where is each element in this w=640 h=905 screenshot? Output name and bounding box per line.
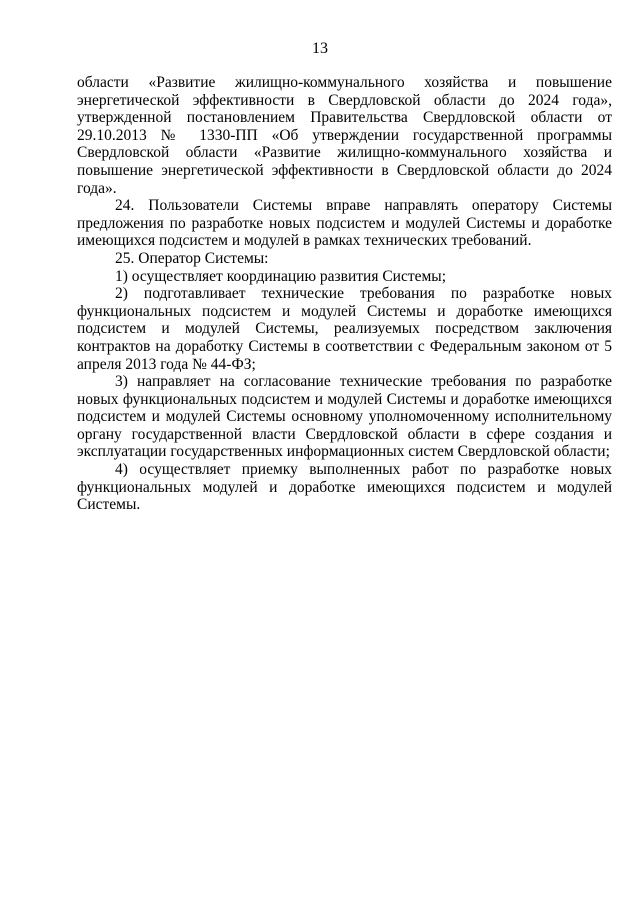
paragraph-subitem-4: 4) осуществляет приемку выполненных работ по разработке новых функциональных модулей и доработке имеющихся подсистем и модулей Системы. xyxy=(77,461,612,514)
page-number: 13 xyxy=(312,40,328,57)
document-body xyxy=(77,74,612,514)
paragraph-subitem-1: 1) осуществляет координацию развития Системы; xyxy=(115,267,447,285)
paragraph-item-24: 24. Пользователи Системы вправе направлять оператору Системы предложения по разработке новых подсистем и модулей Системы и доработке имеющихся подсистем и модулей в рамках технических требований. xyxy=(77,197,612,250)
paragraph-item-25: 25. Оператор Системы: xyxy=(115,249,269,267)
paragraph-subitem-2: 2) подготавливает технические требования по разработке новых функциональных подсистем и модулей Системы и доработке имеющихся подсистем и модулей Системы, реализуемых посредством заключения контрактов на доработку Системы в соответствии с Федеральным законом от 5 апреля 2013 года № 44-ФЗ; xyxy=(77,285,612,373)
paragraph-continuation: области «Развитие жилищно-коммунального хозяйства и повышение энергетической эффективности в Свердловской области до 2024 года», утвержденной постановлением Правительства Свердловской области от 29.10.2013 № 1330-ПП «Об утверждении государственной программы Свердловской области «Развитие жилищно-коммунального хозяйства и повышение энергетической эффективности в Свердловской области до 2024 года». xyxy=(77,74,612,197)
paragraph-subitem-3: 3) направляет на согласование технические требования по разработке новых функциональных подсистем и модулей Системы и доработке имеющихся подсистем и модулей Системы основному уполномоченному исполнительному органу государственной власти Свердловской области в сфере создания и эксплуатации государственных информационных систем Свердловской области; xyxy=(77,373,612,461)
